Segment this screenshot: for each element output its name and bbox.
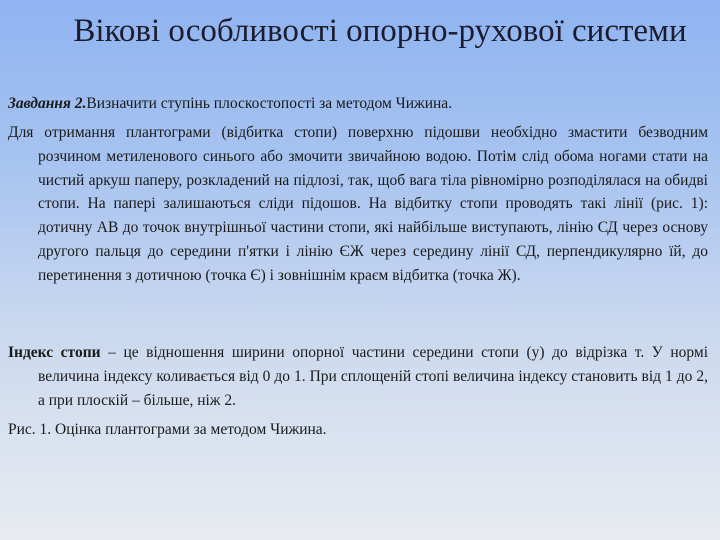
foot-index-term: Індекс стопи <box>8 344 101 361</box>
figure-caption: Рис. 1. Оцінка плантограми за методом Чижина. <box>8 421 327 438</box>
task-line <box>8 93 708 115</box>
foot-index-definition: – це відношення ширини опорної частини середини стопи (у) до відрізка т. У нормі величина індексу коливається від 0 до 1. При сплощеній стопі величина індексу становить від 1 до 2, а при плоскій – більше, ніж 2. <box>38 344 708 409</box>
task-text: Визначити ступінь плоскостопості за методом Чижина. <box>86 95 453 112</box>
foot-index-paragraph <box>8 341 708 412</box>
task-label: Завдання 2. <box>8 95 87 112</box>
page-title: Вікові особливості опорно-рухової системи <box>73 13 687 49</box>
instructions-paragraph: Для отримання плантограми (відбитка стопи) поверхню підошви необхідно змастити безводним розчином метиленового синього або змочити звичайною водою. Потім слід обома ногами стати на чистий аркуш паперу, розкладений на підлозі, так, щоб вага тіла рівномірно розподілялася на обидві стопи. На папері залишаються сліди підошов. На відбитку стопи проводять такі лінії (рис. 1): дотичну АВ до точок внутрішньої частини стопи, які найбільше виступають, лінію СД через основу другого пальця до середини п'ятки і лінію ЄЖ через середину лінії СД, перпендикулярно їй, до перетинення з дотичною (точка Є) і зовнішнім краєм відбитка (точка Ж). <box>8 124 708 284</box>
